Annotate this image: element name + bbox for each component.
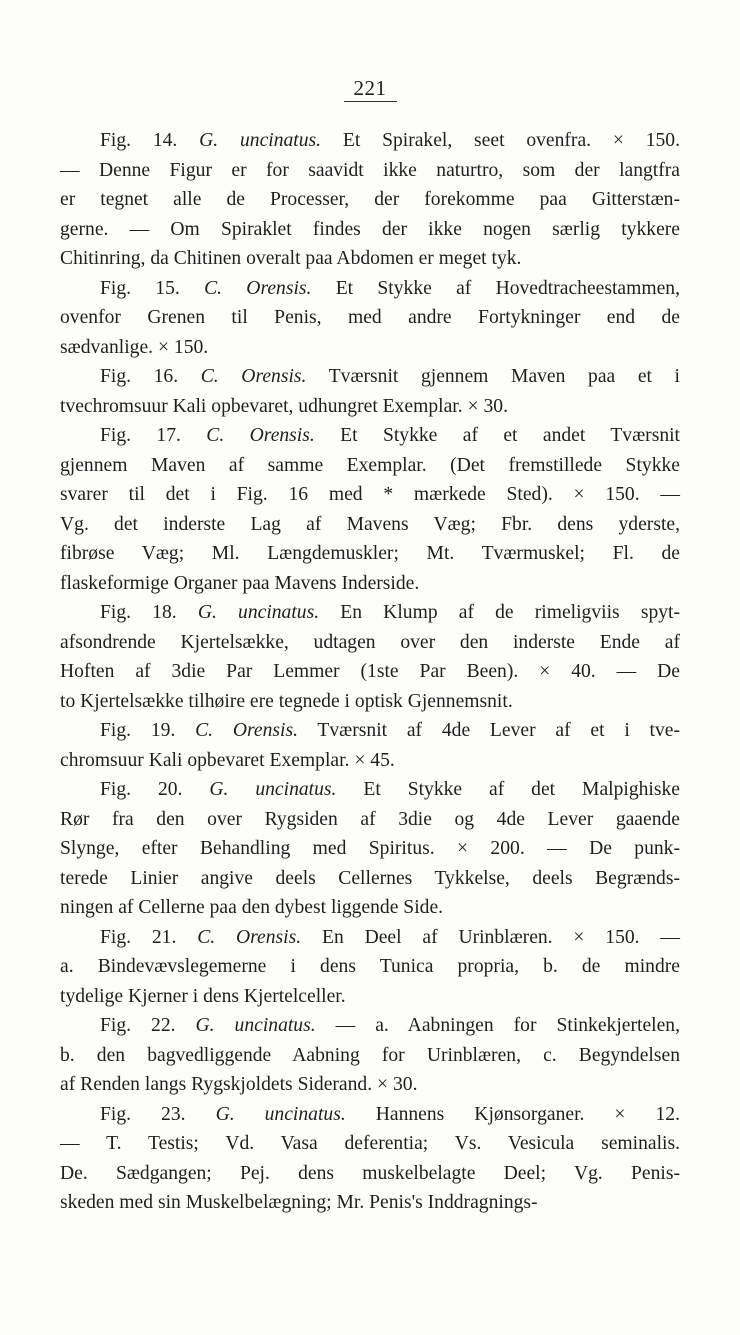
text-line [60,1129,680,1159]
page-number [0,76,740,101]
text-segment: Tværsnit gjennem Maven paa et i [306,366,681,387]
text-line [60,480,680,510]
page-number-text: 221 [344,76,397,102]
text-segment: ovenfor Grenen til Penis, med andre Fortykninger end de [60,307,680,328]
text-segment: De. Sædgangen; Pej. dens muskelbelagte Deel; Vg. Penis- [60,1162,680,1184]
text-segment: a. Bindevævslegemerne i dens Tunica propria, b. de mindre [60,956,680,977]
text-line [60,687,680,717]
text-line [60,362,680,392]
text-segment: gjennem Maven af samme Exemplar. (Det fremstillede Stykke [60,454,680,476]
text-segment: skeden med sin Muskelbelægning; Mr. Penis's Inddragnings- [60,1192,538,1213]
text-line [60,1100,680,1130]
species-name: G. uncinatus. [195,1015,316,1036]
text-segment: Fig. 15. [100,277,205,299]
text-segment: gerne. — Om Spiraklet findes der ikke nogen særlig tykkere [60,218,680,240]
text-segment: ningen af Cellerne paa den dybest liggende Side. [60,897,444,918]
species-name: G. uncinatus. [209,779,337,800]
text-segment: svarer til det i Fig. 16 med * mærkede Sted). × 150. — [60,484,680,505]
text-line [60,834,680,864]
species-name: G. uncinatus. [215,1103,346,1125]
text-line [60,510,680,540]
text-line [60,628,680,658]
text-segment: Slynge, efter Behandling med Spiritus. × 200. — De punk- [60,838,680,859]
species-name: C. Orensis. [197,926,302,948]
text-line [60,775,680,805]
text-line [60,1159,680,1189]
text-line [60,156,680,186]
text-segment: Fig. 14. [100,130,200,151]
text-segment: Hoften af 3die Par Lemmer (1ste Par Been). × 40. — De [60,661,680,682]
text-segment: — a. Aabningen for Stinkekjertelen, [315,1015,680,1036]
text-line [60,716,680,746]
text-segment: Fig. 16. [100,366,201,387]
text-segment: Et Stykke af et andet Tværsnit [314,425,681,446]
text-line [60,864,680,894]
text-segment: Fig. 20. [100,779,210,800]
text-segment: flaskeformige Organer paa Mavens Inderside. [60,572,420,594]
species-name: C. Orensis. [204,277,312,299]
text-segment: Et Stykke af det Malpighiske [336,779,680,800]
text-line [60,1011,680,1041]
text-line [60,1041,680,1071]
text-line [60,952,680,982]
text-line [60,451,680,481]
text-line [60,421,680,451]
text-segment: er tegnet alle de Processer, der forekomme paa Gitterstæn- [60,189,680,210]
text-segment: Tværsnit af 4de Lever af et i tve- [297,720,681,741]
text-line [60,1188,680,1218]
text-segment: En Klump af de rimeligviis spyt- [319,602,681,623]
text-line [60,126,680,156]
text-segment: Chitinring, da Chitinen overalt paa Abdomen er meget tyk. [60,248,522,269]
species-name: C. Orensis. [206,425,315,446]
text-segment: Vg. det inderste Lag af Mavens Væg; Fbr. dens yderste, [60,513,680,535]
text-segment: terede Linier angive deels Cellernes Tykkelse, deels Begrænds- [60,867,680,889]
figure-legend-text [60,126,680,1218]
text-segment: Fig. 22. [100,1015,196,1036]
text-segment: Hannens Kjønsorganer. × 12. [345,1103,680,1125]
text-segment: af Renden langs Rygskjoldets Siderand. × 30. [60,1074,418,1095]
text-segment: — T. Testis; Vd. Vasa deferentia; Vs. Vesicula seminalis. [60,1133,680,1154]
text-segment: Et Stykke af Hovedtracheestammen, [311,277,680,299]
text-segment: chromsuur Kali opbevaret Exemplar. × 45. [60,749,395,771]
species-name: C. Orensis. [200,366,307,387]
text-line [60,392,680,422]
text-segment: Fig. 19. [100,720,196,741]
text-line [60,303,680,333]
text-line [60,746,680,776]
text-line [60,893,680,923]
text-line [60,982,680,1012]
text-line [60,185,680,215]
species-name: C. Orensis. [195,720,298,741]
text-line [60,274,680,304]
text-segment: Fig. 21. [100,926,198,948]
text-segment: Fig. 17. [100,425,207,446]
text-segment: Fig. 23. [100,1103,216,1125]
text-segment: Rør fra den over Rygsiden af 3die og 4de Lever gaaende [60,808,680,830]
text-line [60,333,680,363]
text-line [60,598,680,628]
text-segment: to Kjertelsække tilhøire ere tegnede i optisk Gjennemsnit. [60,690,513,712]
text-segment: tvechromsuur Kali opbevaret, udhungret Exemplar. × 30. [60,395,508,417]
text-line [60,1070,680,1100]
text-line [60,244,680,274]
species-name: G. uncinatus. [199,130,322,151]
text-line [60,569,680,599]
text-line [60,215,680,245]
text-segment: En Deel af Urinblæren. × 150. — [301,926,681,948]
text-segment: b. den bagvedliggende Aabning for Urinblæren, c. Begyndelsen [60,1044,680,1066]
text-line [60,657,680,687]
text-line [60,539,680,569]
text-segment: sædvanlige. × 150. [60,336,209,358]
text-segment: Fig. 18. [100,602,198,623]
text-line [60,923,680,953]
species-name: G. uncinatus. [197,602,320,623]
text-segment: tydelige Kjerner i dens Kjertelceller. [60,985,346,1007]
text-segment: Et Spirakel, seet ovenfra. × 150. [321,130,680,151]
text-segment: afsondrende Kjertelsække, udtagen over den inderste Ende af [60,631,680,653]
text-line [60,805,680,835]
text-segment: — Denne Figur er for saavidt ikke naturtro, som der langtfra [60,159,680,181]
text-segment: fibrøse Væg; Ml. Længdemuskler; Mt. Tværmuskel; Fl. de [60,543,680,564]
